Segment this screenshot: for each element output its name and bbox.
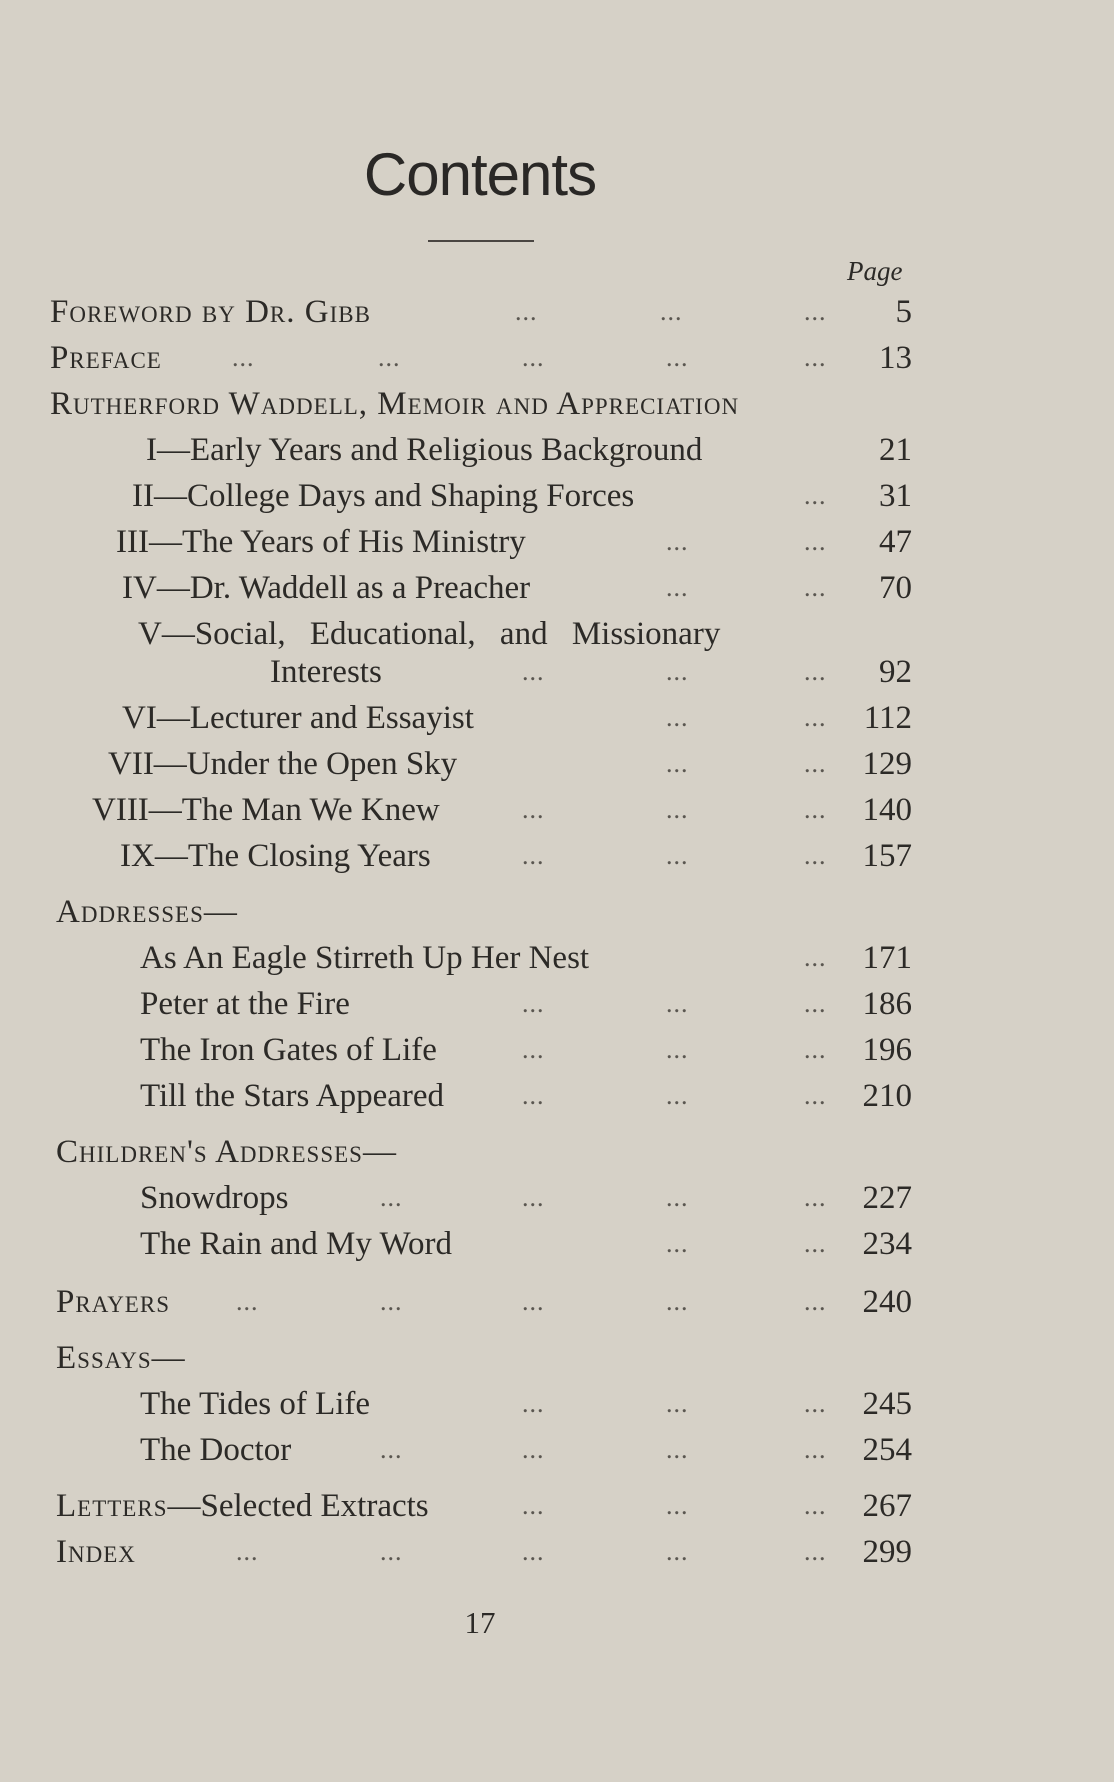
toc-entry-page: 140 [862,792,912,828]
toc-entry-page: 5 [895,294,912,330]
leader-dots: ... [666,703,689,732]
title-rule [428,240,534,242]
toc-entry [0,474,1114,518]
toc-entry-title: IV—Dr. Waddell as a Preacher [122,570,531,606]
toc-entry-title-suffix: —Selected Extracts [167,1488,429,1524]
toc-entry-page: 227 [862,1180,912,1216]
toc-entry [0,290,1114,334]
toc-entry [0,788,1114,832]
leader-dots: ... [232,343,255,372]
page-title: Contents [363,141,597,208]
toc-entry-title: As An Eagle Stirreth Up Her Nest [140,940,590,976]
leader-dots: ... [666,841,689,870]
leader-dots: ... [804,1435,827,1464]
toc-entry [0,566,1114,610]
leader-dots: ... [804,573,827,602]
leader-dots: ... [380,1183,403,1212]
toc-entry-page: 240 [862,1284,912,1320]
toc-entry-title: Peter at the Fire [140,986,350,1022]
leader-dots: ... [380,1435,403,1464]
toc-entry-title: II—College Days and Shaping Forces [132,478,635,514]
leader-dots: ... [522,1081,545,1110]
page-column-heading: Page [847,256,903,286]
toc-entry-page: 254 [862,1432,912,1468]
toc-entry-page: 21 [879,432,912,468]
toc-section-heading [0,1130,1114,1174]
toc-entry-title: Till the Stars Appeared [140,1078,445,1114]
toc-entry-page: 210 [862,1078,912,1114]
leader-dots: ... [522,1287,545,1316]
toc-entry-title: The Rain and My Word [140,1226,453,1262]
toc-entry-title: Essays— [56,1340,186,1376]
toc-entry-title: III—The Years of His Ministry [116,524,526,560]
toc-entry-page: 245 [862,1386,912,1422]
leader-dots: ... [666,1537,689,1566]
toc-entry-title: VII—Under the Open Sky [108,746,458,782]
leader-dots: ... [666,1229,689,1258]
toc-entry [0,696,1114,740]
leader-dots: ... [804,1389,827,1418]
toc-entry [0,1428,1114,1472]
toc-entry-page: 31 [879,478,912,514]
toc-entry-page: 267 [862,1488,912,1524]
leader-dots: ... [666,527,689,556]
toc-entry-page: 299 [862,1534,912,1570]
leader-dots: ... [522,1035,545,1064]
toc-entry-continuation [0,650,1114,694]
leader-dots: ... [804,1229,827,1258]
toc-entry-title: Rutherford Waddell, Memoir and Appreciation [50,386,740,422]
toc-entry-title: Foreword by Dr. Gibb [50,294,371,330]
toc-entry-title: The Tides of Life [140,1386,371,1422]
leader-dots: ... [804,1287,827,1316]
leader-dots: ... [666,795,689,824]
leader-dots: ... [660,297,683,326]
toc-entry [0,1382,1114,1426]
leader-dots: ... [804,1491,827,1520]
leader-dots: ... [804,1035,827,1064]
toc-entry-page: 234 [862,1226,912,1262]
leader-dots: ... [804,343,827,372]
toc-entry [0,1222,1114,1266]
leader-dots: ... [236,1537,259,1566]
toc-entry [0,520,1114,564]
leader-dots: ... [666,749,689,778]
leader-dots: ... [380,1287,403,1316]
toc-entry-page: 186 [862,986,912,1022]
leader-dots: ... [522,1491,545,1520]
leader-dots: ... [804,989,827,1018]
leader-dots: ... [666,1287,689,1316]
leader-dots: ... [522,343,545,372]
toc-entry [0,428,1114,472]
leader-dots: ... [522,795,545,824]
leader-dots: ... [804,749,827,778]
toc-entry [0,936,1114,980]
toc-entry-page: 13 [879,340,912,376]
toc-entry-title [56,1484,429,1528]
leader-dots: ... [666,657,689,686]
leader-dots: ... [666,1035,689,1064]
leader-dots: ... [666,1389,689,1418]
toc-entry [0,834,1114,878]
leader-dots: ... [522,1435,545,1464]
toc-entry-title: The Iron Gates of Life [140,1032,437,1068]
leader-dots: ... [666,1435,689,1464]
toc-entry-title: I—Early Years and Religious Background [146,432,703,468]
leader-dots: ... [804,703,827,732]
leader-dots: ... [522,989,545,1018]
leader-dots: ... [804,795,827,824]
toc-entry-title: Prayers [56,1284,170,1320]
toc-entry-page: 47 [879,524,912,560]
leader-dots: ... [804,1081,827,1110]
leader-dots: ... [804,527,827,556]
leader-dots: ... [522,841,545,870]
leader-dots: ... [804,657,827,686]
toc-entry-page: 196 [862,1032,912,1068]
toc-entry [0,1280,1114,1324]
toc-entry [0,1074,1114,1118]
leader-dots: ... [515,297,538,326]
toc-entry [0,982,1114,1026]
toc-entry-title: The Doctor [140,1432,292,1468]
leader-dots: ... [236,1287,259,1316]
toc-entry-title: Preface [50,340,162,376]
leader-dots: ... [804,297,827,326]
leader-dots: ... [666,1183,689,1212]
toc-entry-page: 129 [862,746,912,782]
toc-entry-title: VIII—The Man We Knew [92,792,440,828]
toc-entry-title: VI—Lecturer and Essayist [122,700,474,736]
leader-dots: ... [666,989,689,1018]
leader-dots: ... [804,1537,827,1566]
toc-entry-title: IX—The Closing Years [120,838,431,874]
toc-entry [0,1530,1114,1574]
toc-entry-title: Addresses— [56,894,238,930]
leader-dots: ... [666,1491,689,1520]
toc-entry-title: Interests [270,654,382,690]
leader-dots: ... [804,841,827,870]
leader-dots: ... [522,1537,545,1566]
toc-entry-page: 171 [862,940,912,976]
leader-dots: ... [666,1081,689,1110]
leader-dots: ... [522,657,545,686]
toc-section-heading [0,382,1114,426]
toc-entry-title: Children's Addresses— [56,1134,397,1170]
page-number: 17 [464,1605,496,1640]
toc-entry-title: Index [56,1534,136,1570]
toc-entry-page: 112 [863,700,912,736]
toc-entry-page: 157 [862,838,912,874]
toc-section-heading [0,890,1114,934]
toc-entry-page: 70 [879,570,912,606]
toc-entry [0,336,1114,380]
toc-entry [0,1176,1114,1220]
toc-entry [0,1028,1114,1072]
toc-entry [0,742,1114,786]
toc-entry-title-main: Letters [56,1488,168,1524]
leader-dots: ... [804,1183,827,1212]
leader-dots: ... [380,1537,403,1566]
leader-dots: ... [666,343,689,372]
leader-dots: ... [522,1389,545,1418]
leader-dots: ... [804,481,827,510]
leader-dots: ... [378,343,401,372]
toc-entry-title: Snowdrops [140,1180,289,1216]
toc-entry [0,1484,1114,1528]
leader-dots: ... [522,1183,545,1212]
leader-dots: ... [804,943,827,972]
toc-section-heading [0,1336,1114,1380]
toc-entry-title: V—Social, Educational, and Missionary [138,616,721,652]
toc-entry-page: 92 [879,654,912,690]
leader-dots: ... [666,573,689,602]
